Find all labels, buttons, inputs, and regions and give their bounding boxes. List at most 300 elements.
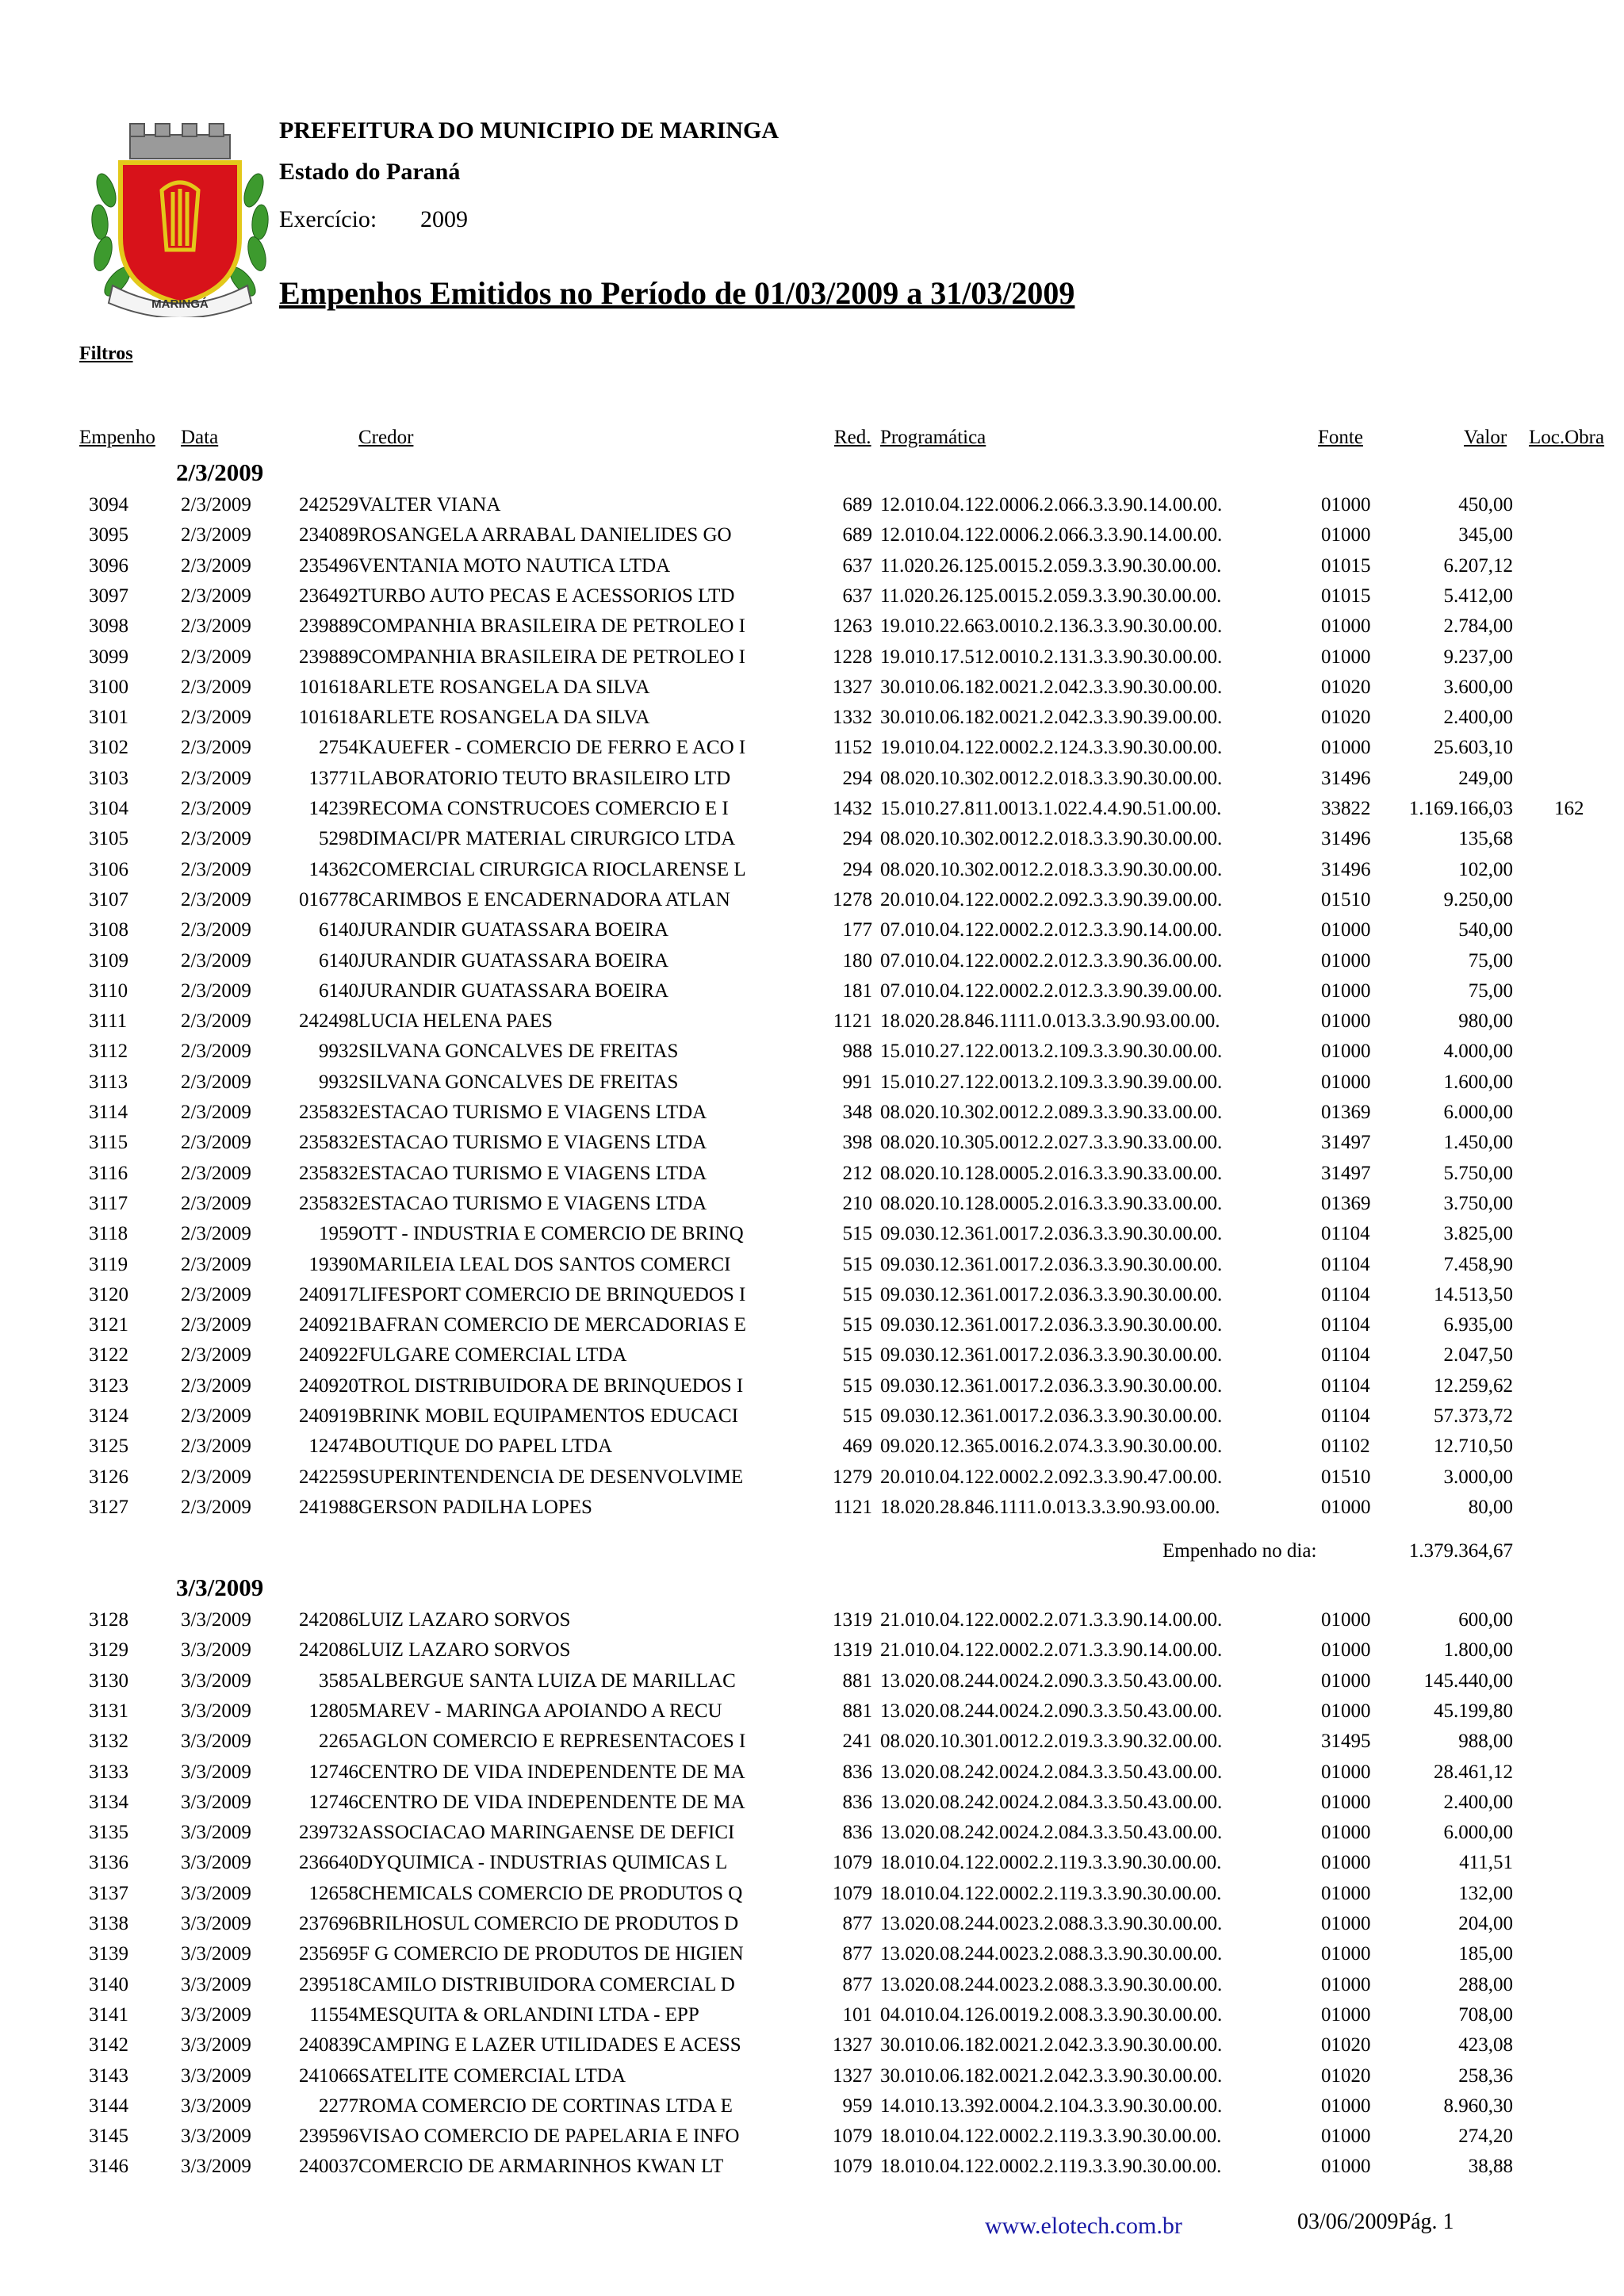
- cell-name: ARLETE ROSANGELA DA SILVA: [358, 676, 650, 698]
- cell-val: 12.259,62: [1434, 1374, 1513, 1397]
- cell-red: 959: [842, 2095, 872, 2117]
- cell-cred: 6140: [319, 979, 358, 1002]
- cell-emp: 3141: [89, 2003, 128, 2026]
- cell-emp: 3099: [89, 646, 128, 668]
- cell-name: JURANDIR GUATASSARA BOEIRA: [358, 949, 669, 972]
- cell-date: 2/3/2009: [181, 615, 251, 638]
- cell-prog: 09.020.12.365.0016.2.074.3.3.90.30.00.00.: [880, 1435, 1223, 1458]
- cell-date: 2/3/2009: [181, 1344, 251, 1366]
- cell-date: 2/3/2009: [181, 1405, 251, 1427]
- cell-val: 4.000,00: [1443, 1041, 1513, 1063]
- cell-fonte: 01020: [1321, 676, 1371, 698]
- cell-red: 515: [842, 1223, 872, 1245]
- cell-val: 1.169.166,03: [1408, 798, 1513, 819]
- cell-red: 881: [842, 1700, 872, 1722]
- cell-name: SILVANA GONCALVES DE FREITAS: [358, 1041, 679, 1063]
- cell-prog: 20.010.04.122.0002.2.092.3.3.90.39.00.00.: [880, 888, 1223, 910]
- filters-label: Filtros: [79, 343, 133, 364]
- table-row: [0, 794, 1624, 824]
- cell-date: 2/3/2009: [181, 707, 251, 729]
- cell-red: 1327: [833, 2064, 872, 2087]
- cell-cred: 234089: [299, 524, 358, 546]
- cell-emp: 3102: [89, 737, 128, 759]
- col-header-credor: Credor: [358, 427, 414, 448]
- cell-emp: 3098: [89, 615, 128, 638]
- cell-cred: 9932: [319, 1041, 358, 1063]
- cell-val: 57.373,72: [1434, 1405, 1513, 1427]
- table-row: [0, 611, 1624, 642]
- table-row: [0, 946, 1624, 976]
- cell-red: 877: [842, 1973, 872, 1995]
- cell-date: 3/3/2009: [181, 2034, 251, 2056]
- cell-red: 1279: [833, 1466, 872, 1488]
- cell-emp: 3139: [89, 1943, 128, 1965]
- cell-cred: 2277: [319, 2095, 358, 2117]
- cell-prog: 30.010.06.182.0021.2.042.3.3.90.30.00.00.: [880, 2064, 1223, 2087]
- cell-emp: 3114: [89, 1102, 128, 1123]
- cell-fonte: 01000: [1321, 1669, 1371, 1692]
- cell-date: 2/3/2009: [181, 1102, 251, 1123]
- cell-emp: 3104: [89, 798, 128, 819]
- cell-prog: 30.010.06.182.0021.2.042.3.3.90.30.00.00.: [880, 676, 1223, 698]
- table-row: [0, 2061, 1624, 2091]
- cell-emp: 3144: [89, 2095, 128, 2117]
- cell-emp: 3121: [89, 1314, 128, 1336]
- cell-date: 2/3/2009: [181, 949, 251, 972]
- cell-red: 836: [842, 1761, 872, 1783]
- cell-red: 1121: [833, 1496, 872, 1518]
- exercise-label: Exercício:: [279, 206, 377, 232]
- footer-url-link[interactable]: www.elotech.com.br: [985, 2213, 1182, 2239]
- cell-name: SILVANA GONCALVES DE FREITAS: [358, 1071, 679, 1093]
- cell-cred: 11554: [309, 2003, 358, 2026]
- cell-emp: 3106: [89, 858, 128, 880]
- cell-cred: 12805: [308, 1700, 358, 1722]
- cell-red: 1278: [833, 888, 872, 910]
- cell-fonte: 01000: [1321, 615, 1371, 638]
- cell-val: 132,00: [1458, 1882, 1513, 1904]
- cell-fonte: 01000: [1321, 1496, 1371, 1518]
- cell-emp: 3146: [89, 2156, 128, 2178]
- table-row: [0, 2122, 1624, 2152]
- cell-red: 1121: [833, 1010, 872, 1033]
- cell-red: 515: [842, 1374, 872, 1397]
- cell-date: 3/3/2009: [181, 1822, 251, 1844]
- cell-fonte: 01000: [1321, 524, 1371, 546]
- cell-name: COMPANHIA BRASILEIRA DE PETROLEO I: [358, 615, 746, 638]
- cell-fonte: 01000: [1321, 2095, 1371, 2117]
- cell-emp: 3094: [89, 494, 128, 516]
- cell-cred: 240839: [299, 2034, 358, 2056]
- cell-val: 423,08: [1458, 2034, 1513, 2056]
- cell-red: 877: [842, 1943, 872, 1965]
- cell-red: 991: [842, 1071, 872, 1093]
- cell-fonte: 01000: [1321, 979, 1371, 1002]
- table-row: [0, 1605, 1624, 1635]
- cell-emp: 3103: [89, 767, 128, 789]
- cell-red: 101: [842, 2003, 872, 2026]
- table-row: [0, 2030, 1624, 2060]
- cell-name: KAUEFER - COMERCIO DE FERRO E ACO I: [358, 737, 746, 759]
- cell-prog: 30.010.06.182.0021.2.042.3.3.90.30.00.00.: [880, 2034, 1223, 2056]
- cell-date: 3/3/2009: [181, 1669, 251, 1692]
- cell-red: 515: [842, 1283, 872, 1305]
- cell-val: 345,00: [1458, 524, 1513, 546]
- table-row: [0, 1666, 1624, 1696]
- cell-date: 2/3/2009: [181, 828, 251, 850]
- cell-date: 3/3/2009: [181, 1609, 251, 1631]
- cell-val: 3.750,00: [1443, 1192, 1513, 1214]
- cell-prog: 08.020.10.302.0012.2.089.3.3.90.33.00.00.: [880, 1102, 1223, 1123]
- cell-date: 2/3/2009: [181, 919, 251, 941]
- cell-red: 177: [842, 919, 872, 941]
- footer-date-page: 03/06/2009Pág. 1: [1297, 2210, 1454, 2234]
- cell-val: 1.800,00: [1443, 1639, 1513, 1662]
- cell-date: 3/3/2009: [181, 1639, 251, 1662]
- cell-fonte: 01020: [1321, 2034, 1371, 2056]
- cell-fonte: 01000: [1321, 919, 1371, 941]
- cell-red: 1079: [833, 2125, 872, 2148]
- cell-date: 3/3/2009: [181, 2156, 251, 2178]
- cell-cred: 101618: [299, 707, 358, 729]
- cell-emp: 3109: [89, 949, 128, 972]
- cell-prog: 13.020.08.244.0023.2.088.3.3.90.30.00.00.: [880, 1973, 1223, 1995]
- cell-val: 7.458,90: [1443, 1253, 1513, 1275]
- cell-date: 2/3/2009: [181, 524, 251, 546]
- cell-prog: 08.020.10.128.0005.2.016.3.3.90.33.00.00.: [880, 1192, 1223, 1214]
- cell-fonte: 01000: [1321, 1852, 1371, 1874]
- cell-cred: 235496: [299, 554, 358, 577]
- cell-red: 637: [842, 554, 872, 577]
- cell-date: 3/3/2009: [181, 2064, 251, 2087]
- cell-prog: 18.020.28.846.1111.0.013.3.3.90.93.00.00.: [880, 1010, 1220, 1033]
- cell-name: JURANDIR GUATASSARA BOEIRA: [358, 919, 669, 941]
- table-row: [0, 976, 1624, 1006]
- cell-prog: 15.010.27.811.0013.1.022.4.4.90.51.00.00.: [880, 798, 1222, 819]
- cell-date: 2/3/2009: [181, 737, 251, 759]
- cell-name: ESTACAO TURISMO E VIAGENS LTDA: [358, 1192, 707, 1214]
- cell-fonte: 31496: [1321, 767, 1371, 789]
- table-row: [0, 1068, 1624, 1098]
- cell-red: 348: [842, 1102, 872, 1123]
- cell-fonte: 01015: [1321, 585, 1371, 607]
- cell-name: LIFESPORT COMERCIO DE BRINQUEDOS I: [358, 1283, 746, 1305]
- cell-fonte: 01510: [1321, 888, 1371, 910]
- cell-red: 180: [842, 949, 872, 972]
- col-header-fonte: Fonte: [1318, 427, 1363, 448]
- cell-red: 1228: [833, 646, 872, 668]
- cell-val: 2.047,50: [1443, 1344, 1513, 1366]
- cell-prog: 18.020.28.846.1111.0.013.3.3.90.93.00.00.: [880, 1496, 1220, 1518]
- cell-name: MESQUITA & ORLANDINI LTDA - EPP: [358, 2003, 699, 2026]
- cell-prog: 08.020.10.302.0012.2.018.3.3.90.30.00.00.: [880, 828, 1223, 850]
- cell-red: 1327: [833, 2034, 872, 2056]
- cell-fonte: 01104: [1321, 1374, 1370, 1397]
- cell-fonte: 33822: [1321, 798, 1371, 819]
- cell-red: 1079: [833, 2156, 872, 2178]
- table-row: [0, 1696, 1624, 1727]
- cell-prog: 21.010.04.122.0002.2.071.3.3.90.14.00.00.: [880, 1639, 1223, 1662]
- cell-fonte: 01000: [1321, 737, 1371, 759]
- cell-date: 3/3/2009: [181, 1700, 251, 1722]
- cell-name: SUPERINTENDENCIA DE DESENVOLVIME: [358, 1466, 744, 1488]
- table-row: [0, 733, 1624, 763]
- cell-date: 3/3/2009: [181, 1973, 251, 1995]
- cell-name: VALTER VIANA: [358, 494, 501, 516]
- cell-cred: 241066: [299, 2064, 358, 2087]
- cell-cred: 239518: [299, 1973, 358, 1995]
- cell-prog: 15.010.27.122.0013.2.109.3.3.90.39.00.00.: [880, 1071, 1223, 1093]
- table-row: [0, 1280, 1624, 1310]
- cell-emp: 3126: [89, 1466, 128, 1488]
- cell-fonte: 01104: [1321, 1283, 1370, 1305]
- cell-date: 2/3/2009: [181, 494, 251, 516]
- mural-crown: [130, 124, 230, 159]
- cell-name: ESTACAO TURISMO E VIAGENS LTDA: [358, 1102, 707, 1123]
- cell-prog: 19.010.17.512.0010.2.131.3.3.90.30.00.00.: [880, 646, 1223, 668]
- cell-emp: 3110: [89, 979, 128, 1002]
- cell-val: 2.400,00: [1443, 1791, 1513, 1813]
- cell-fonte: 01020: [1321, 707, 1371, 729]
- cell-red: 1079: [833, 1852, 872, 1874]
- cell-cred: 242498: [299, 1010, 358, 1033]
- cell-red: 689: [842, 524, 872, 546]
- cell-fonte: 01000: [1321, 1882, 1371, 1904]
- cell-emp: 3119: [89, 1253, 128, 1275]
- cell-val: 9.237,00: [1443, 646, 1513, 668]
- cell-val: 5.412,00: [1443, 585, 1513, 607]
- cell-prog: 13.020.08.244.0023.2.088.3.3.90.30.00.00.: [880, 1913, 1223, 1934]
- cell-val: 2.784,00: [1443, 615, 1513, 638]
- cell-cred: 12746: [308, 1761, 358, 1783]
- cell-prog: 09.030.12.361.0017.2.036.3.3.90.30.00.00.: [880, 1283, 1223, 1305]
- col-header-loc-obra: Loc.Obra: [1529, 427, 1605, 448]
- cell-emp: 3117: [89, 1192, 128, 1214]
- cell-name: LABORATORIO TEUTO BRASILEIRO LTD: [358, 767, 731, 789]
- cell-red: 212: [842, 1162, 872, 1184]
- cell-val: 135,68: [1458, 828, 1513, 850]
- cell-prog: 12.010.04.122.0006.2.066.3.3.90.14.00.00.: [880, 524, 1223, 546]
- cell-red: 1152: [833, 737, 872, 759]
- cell-red: 294: [842, 767, 872, 789]
- col-header-data: Data: [181, 427, 219, 448]
- cell-date: 2/3/2009: [181, 1314, 251, 1336]
- cell-name: COMERCIAL CIRURGICA RIOCLARENSE L: [358, 858, 746, 880]
- cell-red: 515: [842, 1314, 872, 1336]
- cell-fonte: 01369: [1321, 1102, 1371, 1123]
- report-period-title: Empenhos Emitidos no Período de 01/03/2009 a 31/03/2009: [279, 275, 1075, 311]
- cell-cred: 241988: [299, 1496, 358, 1518]
- table-row: [0, 1970, 1624, 2000]
- cell-prog: 08.020.10.302.0012.2.018.3.3.90.30.00.00.: [880, 767, 1223, 789]
- cell-val: 5.750,00: [1443, 1162, 1513, 1184]
- cell-date: 3/3/2009: [181, 1913, 251, 1934]
- cell-name: LUIZ LAZARO SORVOS: [358, 1639, 571, 1662]
- cell-date: 2/3/2009: [181, 554, 251, 577]
- table-row: [0, 1219, 1624, 1249]
- cell-name: F G COMERCIO DE PRODUTOS DE HIGIEN: [358, 1943, 744, 1965]
- cell-val: 28.461,12: [1434, 1761, 1513, 1783]
- cell-val: 540,00: [1458, 919, 1513, 941]
- cell-prog: 11.020.26.125.0015.2.059.3.3.90.30.00.00.: [880, 585, 1222, 607]
- cell-fonte: 01000: [1321, 646, 1371, 668]
- cell-prog: 07.010.04.122.0002.2.012.3.3.90.14.00.00.: [880, 919, 1223, 941]
- cell-val: 1.450,00: [1443, 1132, 1513, 1154]
- table-row: [0, 551, 1624, 581]
- cell-val: 75,00: [1468, 979, 1513, 1002]
- cell-name: MAREV - MARINGA APOIANDO A RECU: [358, 1700, 722, 1722]
- col-header-programatica: Programática: [880, 427, 986, 448]
- cell-prog: 13.020.08.242.0024.2.084.3.3.50.43.00.00.: [880, 1822, 1223, 1844]
- cell-cred: 236492: [299, 585, 358, 607]
- cell-val: 6.207,12: [1443, 554, 1513, 577]
- exercise-year: 2009: [420, 206, 468, 232]
- cell-cred: 235832: [299, 1192, 358, 1214]
- cell-fonte: 31497: [1321, 1162, 1371, 1184]
- cell-date: 2/3/2009: [181, 1132, 251, 1154]
- table-row: [0, 1098, 1624, 1128]
- cell-fonte: 01000: [1321, 1822, 1371, 1844]
- cell-date: 3/3/2009: [181, 2095, 251, 2117]
- cell-prog: 07.010.04.122.0002.2.012.3.3.90.39.00.00.: [880, 979, 1223, 1002]
- table-row: [0, 673, 1624, 703]
- cell-cred: 2754: [319, 737, 358, 759]
- cell-emp: 3137: [89, 1882, 128, 1904]
- cell-prog: 09.030.12.361.0017.2.036.3.3.90.30.00.00.: [880, 1344, 1223, 1366]
- cell-prog: 19.010.04.122.0002.2.124.3.3.90.30.00.00.: [880, 737, 1223, 759]
- cell-fonte: 01000: [1321, 1609, 1371, 1631]
- cell-fonte: 01000: [1321, 2156, 1371, 2178]
- cell-red: 1319: [833, 1639, 872, 1662]
- cell-prog: 13.020.08.244.0024.2.090.3.3.50.43.00.00.: [880, 1669, 1223, 1692]
- cell-emp: 3135: [89, 1822, 128, 1844]
- cell-fonte: 01104: [1321, 1405, 1370, 1427]
- cell-prog: 18.010.04.122.0002.2.119.3.3.90.30.00.00.: [880, 2156, 1222, 2178]
- cell-name: COMERCIO DE ARMARINHOS KWAN LT: [358, 2156, 724, 2178]
- cell-date: 2/3/2009: [181, 1466, 251, 1488]
- cell-emp: 3145: [89, 2125, 128, 2148]
- cell-val: 38,88: [1468, 2156, 1513, 2178]
- cell-name: TROL DISTRIBUIDORA DE BRINQUEDOS I: [358, 1374, 744, 1397]
- cell-name: MARILEIA LEAL DOS SANTOS COMERCI: [358, 1253, 731, 1275]
- cell-emp: 3142: [89, 2034, 128, 2056]
- cell-emp: 3116: [89, 1162, 128, 1184]
- state-name: Estado do Paraná: [279, 159, 461, 185]
- cell-red: 398: [842, 1132, 872, 1154]
- col-header-empenho: Empenho: [79, 427, 155, 448]
- cell-name: GERSON PADILHA LOPES: [358, 1496, 592, 1518]
- cell-red: 1332: [833, 707, 872, 729]
- table-row: [0, 1462, 1624, 1493]
- cell-emp: 3111: [89, 1010, 128, 1033]
- cell-prog: 09.030.12.361.0017.2.036.3.3.90.30.00.00.: [880, 1314, 1223, 1336]
- cell-name: BOUTIQUE DO PAPEL LTDA: [358, 1435, 613, 1458]
- cell-cred: 12474: [308, 1435, 358, 1458]
- cell-val: 2.400,00: [1443, 707, 1513, 729]
- cell-cred: 14239: [308, 798, 358, 819]
- cell-fonte: 01020: [1321, 2064, 1371, 2087]
- cell-prog: 11.020.26.125.0015.2.059.3.3.90.30.00.00.: [880, 554, 1222, 577]
- cell-emp: 3122: [89, 1344, 128, 1366]
- cell-name: TURBO AUTO PECAS E ACESSORIOS LTD: [358, 585, 735, 607]
- cell-fonte: 01000: [1321, 1791, 1371, 1813]
- cell-fonte: 01015: [1321, 554, 1371, 577]
- municipality-title: PREFEITURA DO MUNICIPIO DE MARINGA: [279, 117, 779, 144]
- cell-fonte: 01000: [1321, 1639, 1371, 1662]
- cell-prog: 13.020.08.244.0023.2.088.3.3.90.30.00.00.: [880, 1943, 1223, 1965]
- table-row: [0, 1788, 1624, 1818]
- cell-emp: 3097: [89, 585, 128, 607]
- cell-date: 2/3/2009: [181, 1223, 251, 1245]
- cell-emp: 3131: [89, 1700, 128, 1722]
- cell-date: 2/3/2009: [181, 1041, 251, 1063]
- cell-val: 102,00: [1458, 858, 1513, 880]
- cell-emp: 3128: [89, 1609, 128, 1631]
- cell-red: 689: [842, 494, 872, 516]
- cell-emp: 3108: [89, 919, 128, 941]
- table-row: [0, 1879, 1624, 1909]
- cell-date: 2/3/2009: [181, 858, 251, 880]
- cell-fonte: 01104: [1321, 1314, 1370, 1336]
- cell-red: 1327: [833, 676, 872, 698]
- cell-fonte: 01000: [1321, 949, 1371, 972]
- cell-cred: 19390: [308, 1253, 358, 1275]
- cell-date: 2/3/2009: [181, 1435, 251, 1458]
- cell-emp: 3096: [89, 554, 128, 577]
- table-row: [0, 1310, 1624, 1340]
- cell-date: 2/3/2009: [181, 888, 251, 910]
- cell-prog: 08.020.10.128.0005.2.016.3.3.90.33.00.00.: [880, 1162, 1223, 1184]
- table-row: [0, 1006, 1624, 1037]
- cell-name: ROSANGELA ARRABAL DANIELIDES GO: [358, 524, 732, 546]
- table-row: [0, 764, 1624, 794]
- cell-cred: 5298: [319, 828, 358, 850]
- cell-cred: 236640: [299, 1852, 358, 1874]
- cell-prog: 04.010.04.126.0019.2.008.3.3.90.30.00.00.: [880, 2003, 1223, 2026]
- cell-loc: 162: [1554, 798, 1584, 819]
- cell-val: 204,00: [1458, 1913, 1513, 1934]
- cell-emp: 3101: [89, 707, 128, 729]
- cell-red: 515: [842, 1405, 872, 1427]
- cell-val: 288,00: [1458, 1973, 1513, 1995]
- cell-val: 450,00: [1458, 494, 1513, 516]
- cell-cred: 242086: [299, 1609, 358, 1631]
- cell-name: CARIMBOS E ENCADERNADORA ATLAN: [358, 888, 730, 910]
- cell-val: 185,00: [1458, 1943, 1513, 1965]
- cell-prog: 19.010.22.663.0010.2.136.3.3.90.30.00.00.: [880, 615, 1223, 638]
- cell-cred: 14362: [308, 858, 358, 880]
- cell-emp: 3140: [89, 1973, 128, 1995]
- cell-red: 836: [842, 1791, 872, 1813]
- cell-red: 1319: [833, 1609, 872, 1631]
- cell-name: LUIZ LAZARO SORVOS: [358, 1609, 571, 1631]
- table-row: [0, 2000, 1624, 2030]
- cell-fonte: 01000: [1321, 1041, 1371, 1063]
- cell-fonte: 01000: [1321, 1943, 1371, 1965]
- cell-date: 3/3/2009: [181, 2003, 251, 2026]
- cell-val: 12.710,50: [1434, 1435, 1513, 1458]
- cell-emp: 3115: [89, 1132, 128, 1154]
- cell-emp: 3113: [89, 1071, 128, 1093]
- cell-emp: 3124: [89, 1405, 128, 1427]
- day-subtotal-value: 1.379.364,67: [1408, 1540, 1513, 1562]
- cell-date: 2/3/2009: [181, 767, 251, 789]
- cell-prog: 13.020.08.244.0024.2.090.3.3.50.43.00.00.: [880, 1700, 1223, 1722]
- cell-date: 2/3/2009: [181, 1071, 251, 1093]
- cell-emp: 3132: [89, 1731, 128, 1753]
- cell-red: 836: [842, 1822, 872, 1844]
- table-row: [0, 490, 1624, 520]
